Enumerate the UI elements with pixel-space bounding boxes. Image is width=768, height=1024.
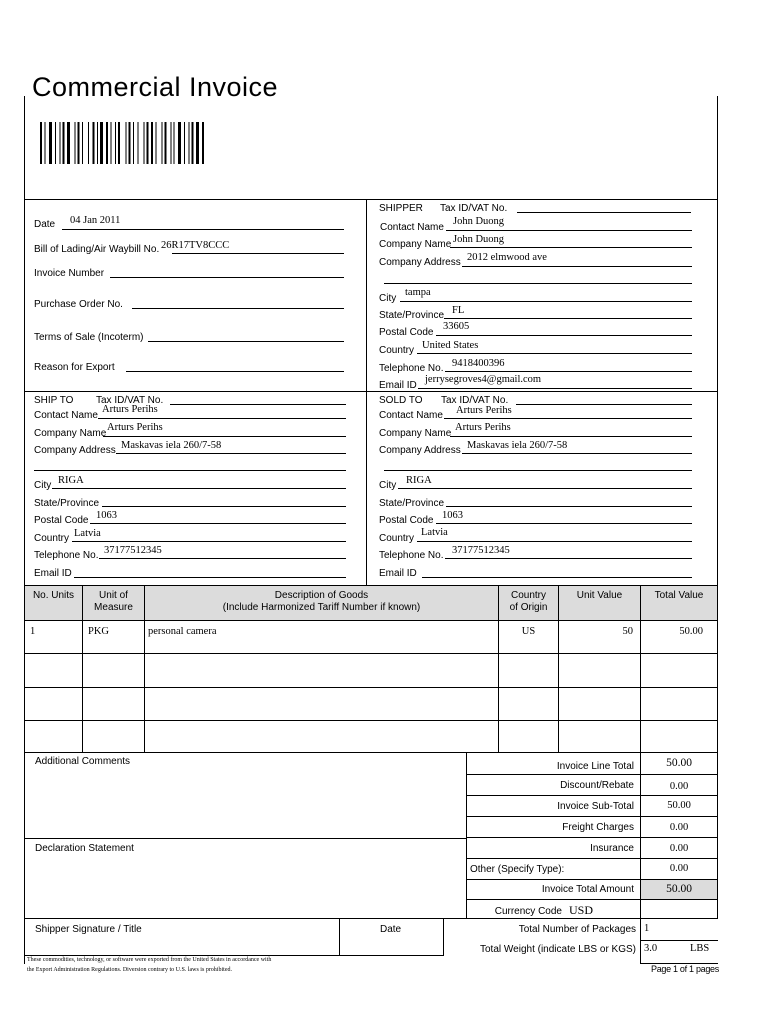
soldto-city-label: City [379,480,397,491]
shipper-postal-value[interactable]: 33605 [443,321,470,332]
shipper-country-value[interactable]: United States [422,340,479,351]
shipto-address-value[interactable]: Maskavas iela 260/7-58 [121,440,222,451]
packages-label: Total Number of Packages [518,924,636,935]
signature-date-label: Date [380,924,402,935]
soldto-address-line2[interactable] [384,470,692,471]
weight-value[interactable]: 3.0 [644,943,658,954]
col-header-origin: Country of Origin [509,590,548,613]
date-label: Date [34,219,56,230]
shipto-state-label: State/Province [34,498,100,509]
line-total-value[interactable]: 50.00 [666,757,692,769]
currency-label: Currency Code [494,906,562,917]
shipper-address-value[interactable]: 2012 elmwood ave [467,252,547,263]
section-divider [24,391,718,392]
packages-value[interactable]: 1 [644,923,650,934]
document-title: Commercial Invoice [32,72,279,102]
shipto-country-label: Country [34,533,70,544]
barcode-image [40,122,266,164]
subtotal-label: Invoice Sub-Total [557,801,634,812]
frame-divider [24,199,718,200]
shipper-company-value[interactable]: John Duong [453,234,505,245]
shipper-taxid-label: Tax ID/VAT No. [440,203,508,214]
col-header-units: No. Units [32,590,75,601]
page-indicator: Page 1 of 1 pages [651,964,719,974]
signature-label: Shipper Signature / Title [35,924,142,935]
row1-unit-value[interactable]: 50 [622,626,633,637]
soldto-city-value[interactable]: RIGA [406,475,432,486]
shipper-company-label: Company Name [379,239,452,250]
col-header-uom: Unit of Measure [94,590,133,613]
col-header-description: Description of Goods (Include Harmonized Tariff Number if known) [222,590,421,613]
soldto-contact-label: Contact Name [379,410,443,421]
invoice-number-field[interactable] [110,277,344,278]
insurance-label: Insurance [590,843,634,854]
shipto-taxid-field[interactable] [170,404,346,405]
shipto-address-label: Company Address [34,445,116,456]
col-header-unit-value: Unit Value [576,590,623,601]
po-field[interactable] [132,308,344,309]
soldto-state-label: State/Province [379,498,445,509]
row1-total-value[interactable]: 50.00 [679,626,703,637]
soldto-postal-label: Postal Code [379,515,434,526]
shipto-address-line2[interactable] [34,470,346,471]
shipto-company-value[interactable]: Arturs Perihs [107,422,163,433]
shipper-address-label: Company Address [379,257,461,268]
declaration-label: Declaration Statement [35,843,134,854]
shipper-heading: SHIPPER [379,203,423,214]
shipto-state-field[interactable] [102,506,346,507]
line-total-label: Invoice Line Total [556,761,634,772]
discount-label: Discount/Rebate [560,780,634,791]
bol-value[interactable]: 26R17TV8CCC [161,240,230,251]
soldto-heading: SOLD TO [379,395,423,406]
shipto-phone-value[interactable]: 37177512345 [104,545,162,556]
soldto-country-label: Country [379,533,415,544]
row1-origin[interactable]: US [521,626,536,637]
insurance-value[interactable]: 0.00 [669,843,689,854]
column-divider [366,199,367,585]
soldto-company-value[interactable]: Arturs Perihs [455,422,511,433]
shipto-postal-value[interactable]: 1063 [96,510,117,521]
soldto-country-value[interactable]: Latvia [421,527,448,538]
shipto-city-value[interactable]: RIGA [58,475,84,486]
soldto-phone-value[interactable]: 37177512345 [452,545,510,556]
export-note-line2: the Export Administration Regulations. Diversion contrary to U.S. laws is prohibited. [27,967,232,973]
invoice-number-label: Invoice Number [34,268,105,279]
soldto-address-value[interactable]: Maskavas iela 260/7-58 [467,440,568,451]
shipper-email-label: Email ID [379,380,417,391]
shipper-address-line2[interactable] [384,283,692,284]
soldto-company-label: Company Name [379,428,452,439]
soldto-state-field[interactable] [446,506,692,507]
shipto-company-label: Company Name [34,428,107,439]
col-header-total-value: Total Value [654,590,704,601]
reason-field[interactable] [126,371,344,372]
shipper-contact-value[interactable]: John Duong [453,216,505,227]
declaration-field[interactable] [30,857,460,915]
shipto-heading: SHIP TO [34,395,74,406]
soldto-email-field[interactable] [422,577,692,578]
shipto-city-label: City [34,480,52,491]
po-label: Purchase Order No. [34,299,123,310]
shipto-email-field[interactable] [74,577,346,578]
comments-field[interactable] [30,770,460,835]
date-value[interactable]: 04 Jan 2011 [70,215,121,226]
comments-label: Additional Comments [35,756,131,767]
row1-uom[interactable]: PKG [88,626,110,637]
soldto-taxid-field[interactable] [516,404,692,405]
soldto-postal-value[interactable]: 1063 [442,510,463,521]
reason-label: Reason for Export [34,362,115,373]
shipper-phone-label: Telephone No. [379,363,444,374]
shipper-taxid-field[interactable] [517,212,691,213]
shipto-email-label: Email ID [34,568,72,579]
bol-label: Bill of Lading/Air Waybill No. [34,244,160,255]
row1-units[interactable]: 1 [30,626,36,637]
discount-value[interactable]: 0.00 [669,781,689,792]
terms-field[interactable] [148,341,344,342]
subtotal-value[interactable]: 50.00 [667,800,691,811]
currency-value[interactable]: USD [569,903,594,917]
soldto-phone-label: Telephone No. [379,550,444,561]
shipper-state-value[interactable]: FL [452,305,465,316]
freight-label: Freight Charges [562,822,634,833]
signature-field[interactable] [30,936,335,953]
export-note-line1: These commodities, technology, or software were exported from the United States in accordance with [27,957,272,963]
row1-description[interactable]: personal camera [148,626,217,637]
shipper-city-value[interactable]: tampa [405,287,431,298]
shipto-country-value[interactable]: Latvia [74,528,101,539]
shipto-phone-label: Telephone No. [34,550,99,561]
soldto-contact-value[interactable]: Arturs Perihs [456,405,512,416]
shipper-email-value[interactable]: jerrysegroves4@gmail.com [425,374,542,385]
shipper-city-label: City [379,293,397,304]
shipto-postal-label: Postal Code [34,515,89,526]
other-label: Other (Specify Type): [470,864,565,875]
shipto-contact-value[interactable]: Arturs Perihs [102,404,158,415]
total-amount-value[interactable]: 50.00 [666,883,692,895]
total-amount-label: Invoice Total Amount [541,884,634,895]
terms-label: Terms of Sale (Incoterm) [34,332,144,343]
shipper-contact-label: Contact Name [380,222,444,233]
soldto-address-label: Company Address [379,445,461,456]
shipper-country-label: Country [379,345,415,356]
weight-unit[interactable]: LBS [690,943,710,954]
frame-left [24,96,25,964]
shipto-taxid-label: Tax ID/VAT No. [96,395,164,406]
soldto-taxid-label: Tax ID/VAT No. [441,395,509,406]
soldto-email-label: Email ID [379,568,417,579]
shipper-state-label: State/Province [379,310,445,321]
other-value[interactable]: 0.00 [669,863,689,874]
freight-value[interactable]: 0.00 [669,822,689,833]
weight-label: Total Weight (indicate LBS or KGS) [480,944,636,955]
shipper-postal-label: Postal Code [379,327,434,338]
shipto-contact-label: Contact Name [34,410,98,421]
shipper-phone-value[interactable]: 9418400396 [452,358,505,369]
